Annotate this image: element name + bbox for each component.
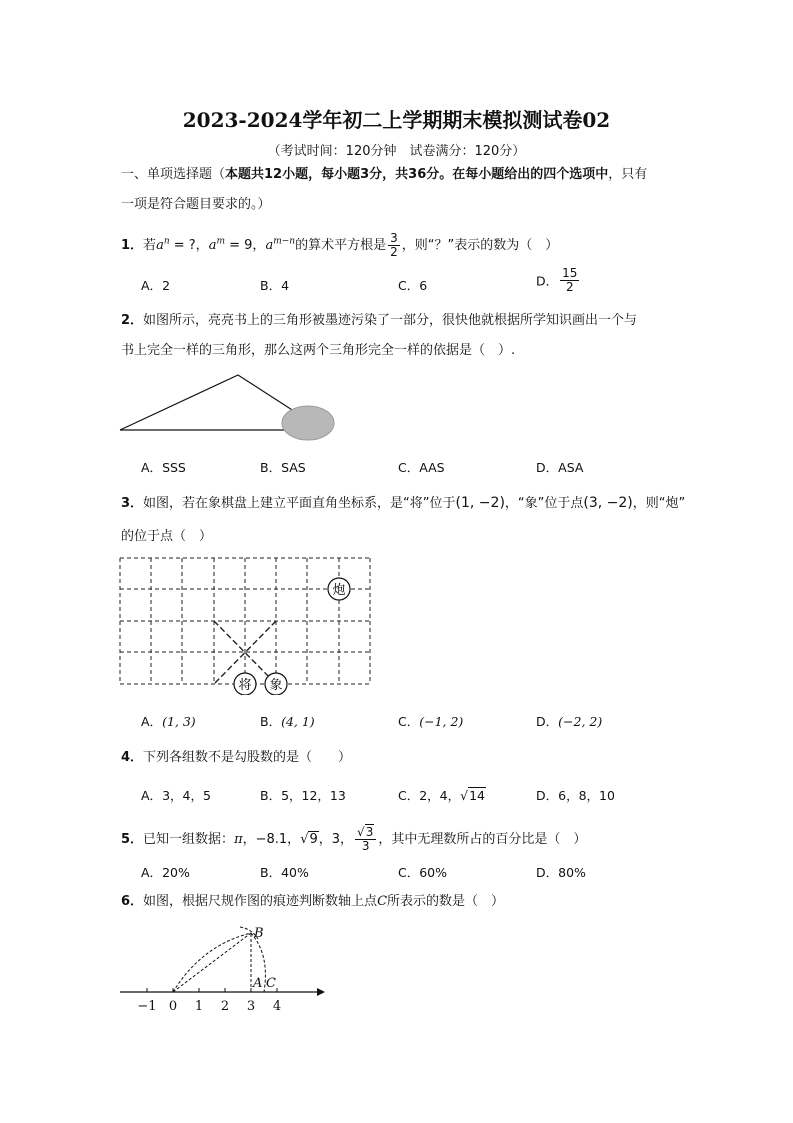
option-c[interactable] [398,276,427,294]
fraction-num: 3 [390,231,398,245]
fraction [355,826,376,853]
option-value: 5，12，13 [281,788,346,803]
option-a[interactable] [141,712,196,730]
q4-text: 下列各组数不是勾股数的是（ ） [143,750,352,765]
fraction-den: 2 [565,280,574,294]
tick-label: 4 [272,999,282,1014]
option-c[interactable] [398,458,445,476]
option-label: C． [398,865,420,880]
question-number: 2． [121,313,144,328]
option-b[interactable] [260,786,346,804]
piece-jiang-label: 将 [238,678,252,693]
q5-sep2: ，3， [318,832,354,847]
tick-label: 0 [168,999,178,1014]
option-value: ASA [558,460,584,475]
point-c-label: C [266,976,276,991]
option-a[interactable] [141,786,211,804]
q1-mid: 的算术平方根是 [295,238,387,253]
point-c-ref: C [377,894,388,909]
chessboard-figure [115,553,380,695]
option-a[interactable] [141,863,190,881]
option-value: 2，4， [419,788,461,803]
point-a-label: A [253,976,263,991]
option-value: 60% [419,865,448,880]
section-intro-prefix: 一、单项选择题（ [121,167,226,182]
question-number: 4． [121,750,144,765]
question-5 [121,826,586,853]
compass-traces [173,927,265,992]
question-number: 3． [121,496,144,511]
exp-n: n [163,236,170,247]
option-label: D． [536,788,559,803]
option-d[interactable] [536,267,581,294]
question-number: 6． [121,894,144,909]
fraction-den: 3 [361,839,370,853]
piece-xiang [265,673,287,695]
option-value: 2 [162,278,171,293]
option-label: C． [398,278,420,293]
exp-m: m [216,236,225,247]
q2-line2: 书上完全一样的三角形，那么这两个三角形完全一样的依据是（ ）. [121,343,516,358]
tick-label: 3 [246,999,256,1014]
q1-pre: 若 [143,238,157,253]
exam-info: （考试时间：120分钟 试卷满分：120分） [267,144,526,159]
option-value: SAS [281,460,306,475]
q6-post: 所表示的数是（ ） [387,894,505,909]
option-d[interactable] [536,712,602,730]
piece-jiang [234,673,256,695]
option-label: B． [260,714,282,729]
ink-blot [282,406,334,440]
question-number: 5． [121,832,144,847]
q1-post: ，则“？”表示的数为（ ） [401,238,559,253]
board-grid [120,558,370,684]
option-value: 40% [281,865,309,880]
option-label: A． [141,460,163,475]
fraction-num: 15 [562,266,578,280]
option-label: D． [536,714,559,729]
option-value: 6，8，10 [558,788,615,803]
option-value: 3，4，5 [162,788,211,803]
sqrt-symbol: √ [460,788,469,803]
option-b[interactable] [260,863,309,881]
q5-sep1: ，−8.1， [242,832,301,847]
piece-xiang-label: 象 [269,678,283,693]
q5-pre: 已知一组数据： [143,832,235,847]
tick-label: 1 [194,999,204,1014]
option-c[interactable] [398,863,447,881]
fraction-den: 2 [390,245,398,259]
q2-line1: 如图所示，亮亮书上的三角形被墨迹污染了一部分，很快他就根据所学知识画出一个与 [143,313,638,328]
option-b[interactable] [260,458,306,476]
triangle-sides [120,375,300,430]
tick-label: 2 [220,999,230,1014]
option-label: A． [141,865,163,880]
option-label: B． [260,460,282,475]
option-label: C． [398,714,420,729]
option-b[interactable] [260,712,315,730]
point-b-label: B [254,926,264,941]
triangle-figure [115,370,345,450]
question-3 [121,494,685,513]
option-a[interactable] [141,276,170,294]
option-value: 80% [558,865,586,880]
option-value: 6 [419,278,428,293]
q6-pre: 如图，根据尺规作图的痕迹判断数轴上点 [143,894,378,909]
option-value: 20% [162,865,190,880]
option-value: AAS [419,460,445,475]
exp-m-n: m−n [273,236,296,247]
axis-arrow [317,988,325,996]
option-d[interactable] [536,458,583,476]
sqrt-radicand: 14 [469,788,486,803]
q3-line1: 如图，若在象棋盘上建立平面直角坐标系，是“将”位于 [143,496,456,511]
q1-eq2: = 9， [225,238,266,253]
option-label: B． [260,278,282,293]
option-label: B． [260,865,282,880]
sqrt-radicand: 9 [309,832,318,847]
option-c[interactable] [398,712,463,730]
option-label: A． [141,714,163,729]
option-b[interactable] [260,276,289,294]
page-title: 2023-2024学年初二上学期期末模拟测试卷02 [182,108,611,132]
tick-label: −1 [137,999,157,1014]
option-label: D． [536,460,559,475]
question-4 [121,749,351,767]
q5-post: ，其中无理数所占的百分比是（ ） [378,832,587,847]
q3-line2: 的位于点（ ） [121,529,213,544]
option-d[interactable] [536,863,586,881]
section-intro-suffix: ，只有 [608,167,648,182]
fraction [388,232,400,259]
option-label: C． [398,460,420,475]
pi-symbol: π [234,832,243,847]
coord-xiang: (3, −2) [583,495,633,511]
var-a: a [156,238,164,253]
piece-pao [328,578,350,600]
number-line-figure [112,915,327,1015]
section-intro-bold: 本题共12小题，每小题3分，共36分。在每小题给出的四个选项中 [225,167,609,182]
fraction-num: √3 [355,826,376,840]
var-a: a [208,238,217,253]
section-intro-line2: 一项是符合题目要求的。） [121,197,271,212]
option-d[interactable] [536,786,615,804]
question-number: 1． [121,238,144,253]
option-value: (−1, 2) [419,714,464,729]
section-intro [121,166,647,184]
option-label: A． [141,278,163,293]
option-value: (1, 3) [162,714,196,729]
sqrt-symbol: √ [300,832,309,847]
q1-eq1: = ?， [169,238,209,253]
option-value: 4 [281,278,290,293]
q3-mid: ，“象”位于点 [504,496,584,511]
coord-jiang: (1, −2) [455,495,505,511]
option-label: B． [260,788,282,803]
option-c[interactable] [398,786,486,804]
var-a: a [265,238,274,253]
option-label: C． [398,788,420,803]
option-value: (−2, 2) [558,714,603,729]
question-2 [121,312,637,330]
option-label: D． [536,865,559,880]
question-1 [121,232,558,259]
fraction [560,267,579,294]
option-a[interactable] [141,458,186,476]
option-label: A． [141,788,163,803]
piece-pao-label: 炮 [332,583,346,598]
question-6 [121,893,504,911]
option-label: D． [536,273,559,289]
sqrt-radicand: 3 [365,825,374,839]
q3-line1-end: ，则“炮” [632,496,686,511]
option-value: (4, 1) [281,714,315,729]
option-value: SSS [162,460,186,475]
